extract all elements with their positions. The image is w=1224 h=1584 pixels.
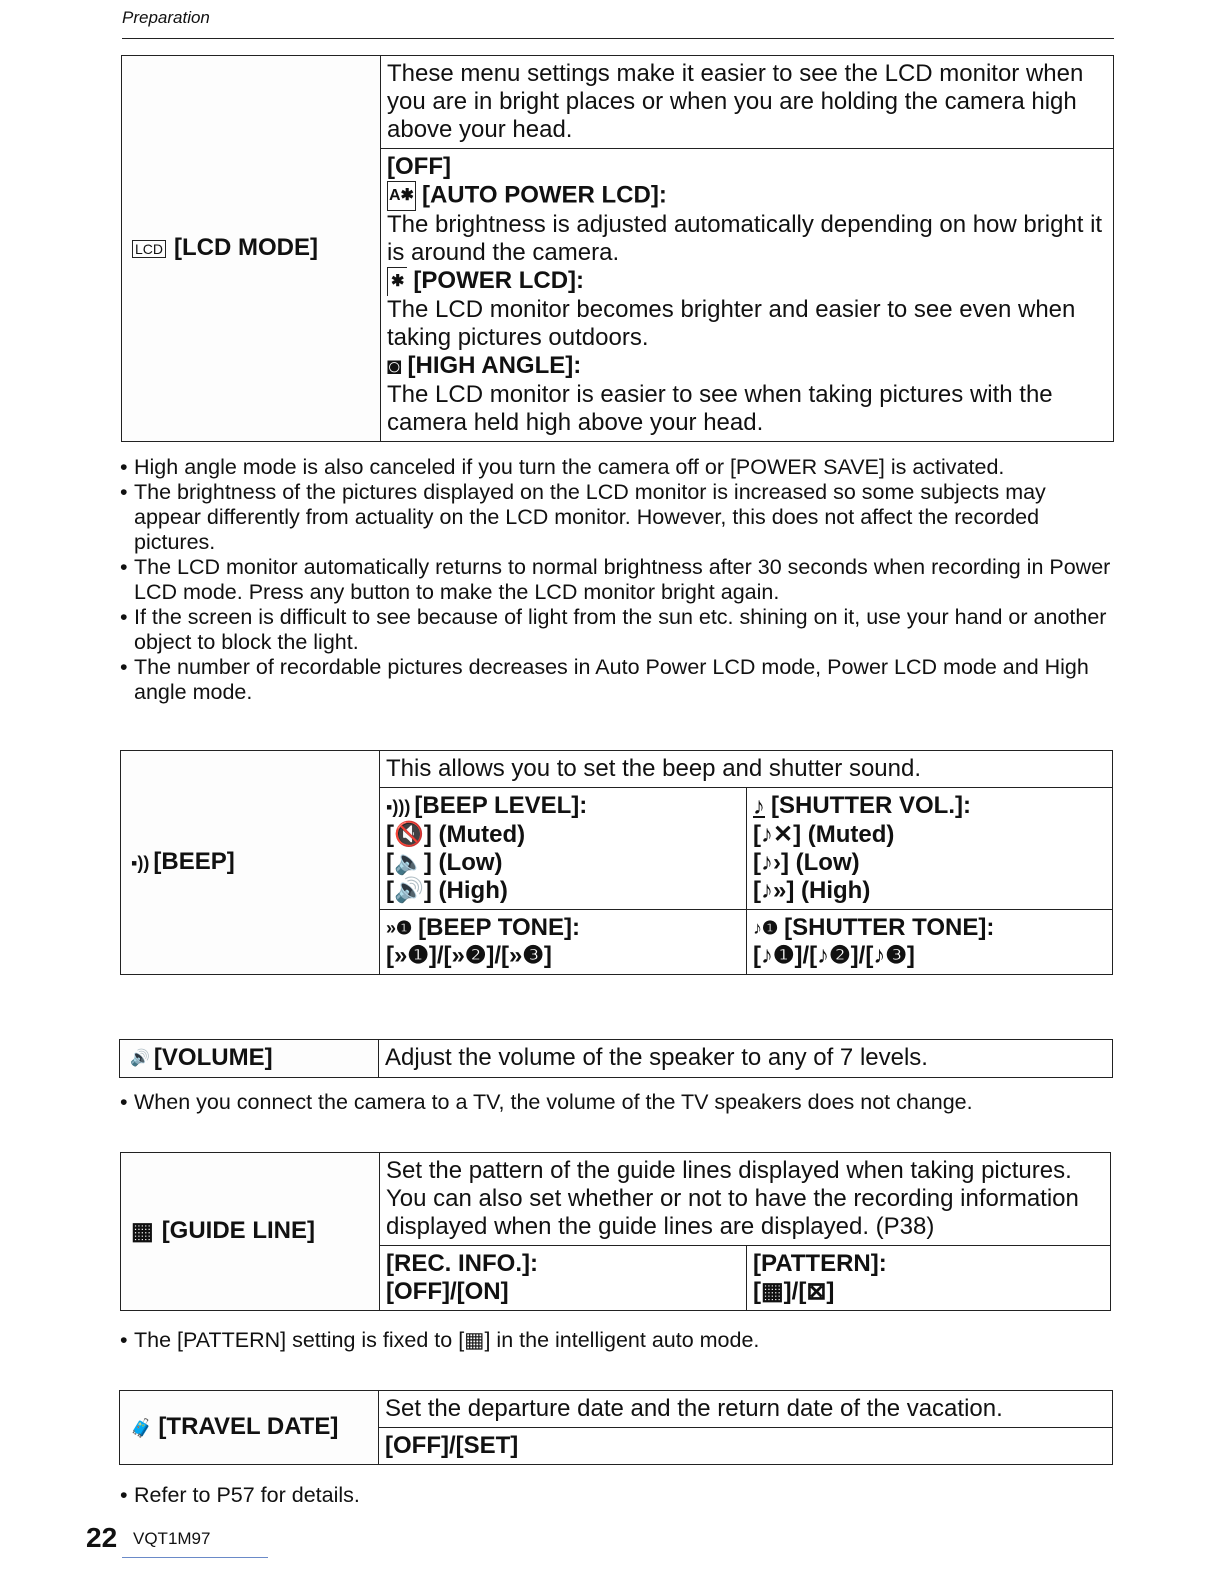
lcd-mode-label-cell <box>122 56 381 442</box>
pattern-values: [▦]/[⊠] <box>753 1278 835 1305</box>
beep-tone-icon: »❶ <box>386 918 413 939</box>
beep-icon: ▪)) <box>131 852 150 873</box>
power-lcd-icon: ✱ <box>387 267 407 296</box>
suitcase-icon: 🧳 <box>130 1417 153 1438</box>
grid-icon: ▦ <box>131 1217 154 1245</box>
lcd-notes <box>118 455 1113 705</box>
list-item: • The number of recordable pictures decreases in Auto Power LCD mode, Power LCD mode and High angle mode. <box>118 655 1113 705</box>
page-number: 22 <box>86 1522 118 1553</box>
beep-level-cell <box>380 788 747 910</box>
speaker-icon: 🔊 <box>130 1049 150 1067</box>
list-item: • The LCD monitor automatically returns to normal brightness after 30 seconds when recording in Power LCD mode. Press any button to make the LCD monitor bright again. <box>118 555 1113 605</box>
shutter-tone-title: [SHUTTER TONE]: <box>784 913 995 941</box>
shutter-tone-icon: ♪❶ <box>753 918 779 939</box>
list-item: • If the screen is difficult to see because of light from the sun etc. shining on it, use your hand or another object to block the light. <box>118 605 1113 655</box>
volume-label-cell <box>120 1040 379 1078</box>
list-item: • The [PATTERN] setting is fixed to [▦] in the intelligent auto mode. <box>118 1328 1113 1353</box>
pattern-title: [PATTERN]: <box>753 1250 887 1277</box>
auto-power-lcd-title: [AUTO POWER LCD]: <box>421 181 667 209</box>
shutter-low: [♪›] (Low) <box>753 848 860 876</box>
shutter-vol-icon: ♪ <box>753 792 765 820</box>
travel-date-label: [TRAVEL DATE] <box>158 1413 339 1441</box>
lcd-off-option: [OFF] <box>387 153 451 180</box>
shutter-muted: [♪✕] (Muted) <box>753 820 895 848</box>
pattern-cell <box>747 1246 1111 1311</box>
lcd-mode-intro: These menu settings make it easier to see the LCD monitor when you are in bright places or when you are holding the camera high above your head. <box>381 56 1114 149</box>
guide-line-label-cell <box>121 1153 380 1311</box>
beep-level-icon: ▪))) <box>386 796 411 817</box>
guide-notes <box>118 1328 1113 1353</box>
beep-tone-title: [BEEP TONE]: <box>418 913 580 941</box>
high-angle-desc: The LCD monitor is easier to see when taking pictures with the camera held high above your head. <box>387 380 1053 436</box>
travel-date-desc: Set the departure date and the return date of the vacation. <box>379 1391 1113 1428</box>
beep-tone-values: [»❶]/[»❷]/[»❸] <box>386 942 552 970</box>
section-header: Preparation <box>122 8 210 27</box>
travel-date-label-cell <box>120 1391 379 1465</box>
shutter-vol-cell <box>747 788 1113 910</box>
power-lcd-title: [POWER LCD]: <box>413 267 585 294</box>
auto-power-lcd-icon: A✱ <box>387 181 416 211</box>
travel-date-values: [OFF]/[SET] <box>379 1428 1113 1465</box>
volume-table <box>119 1039 1113 1078</box>
list-item: • When you connect the camera to a TV, the volume of the TV speakers does not change. <box>118 1090 1113 1115</box>
beep-label-cell <box>121 751 380 975</box>
travel-date-table <box>119 1390 1113 1465</box>
volume-notes <box>118 1090 1113 1115</box>
lcd-icon: LCD <box>132 240 166 258</box>
beep-muted: [🔇] (Muted) <box>386 820 526 848</box>
rec-info-cell <box>380 1246 747 1311</box>
shutter-tone-cell <box>747 909 1113 975</box>
header-divider <box>122 38 1114 39</box>
high-angle-icon: ◙ <box>387 352 402 380</box>
travel-notes <box>118 1483 1113 1508</box>
rec-info-title: [REC. INFO.]: <box>386 1250 538 1277</box>
high-angle-title: [HIGH ANGLE]: <box>407 352 582 380</box>
lcd-mode-options <box>381 149 1114 442</box>
list-item: • The brightness of the pictures displayed on the LCD monitor is increased so some subjects may appear differently from actuality on the LCD monitor. However, this does not affect the recorded pictures. <box>118 480 1113 555</box>
volume-desc: Adjust the volume of the speaker to any of 7 levels. <box>379 1040 1113 1078</box>
shutter-high: [♪»] (High) <box>753 876 871 904</box>
power-lcd-desc: The LCD monitor becomes brighter and easier to see even when taking pictures outdoors. <box>387 296 1076 352</box>
guide-line-label: [GUIDE LINE] <box>161 1217 316 1245</box>
guide-line-table <box>120 1152 1111 1311</box>
auto-power-lcd-desc: The brightness is adjusted automatically depending on how bright it is around the camera. <box>387 211 1103 266</box>
shutter-tone-values: [♪❶]/[♪❷]/[♪❸] <box>753 942 915 970</box>
beep-label: [BEEP] <box>153 848 235 876</box>
beep-table <box>120 750 1113 975</box>
beep-level-title: [BEEP LEVEL]: <box>414 792 588 819</box>
lcd-mode-label: [LCD MODE] <box>174 234 318 262</box>
shutter-vol-title: [SHUTTER VOL.]: <box>771 792 971 819</box>
list-item: • Refer to P57 for details. <box>118 1483 1113 1508</box>
beep-intro: This allows you to set the beep and shutter sound. <box>380 751 1113 788</box>
beep-low: [🔈] (Low) <box>386 848 503 876</box>
beep-tone-cell <box>380 909 747 975</box>
guide-line-desc: Set the pattern of the guide lines displayed when taking pictures. You can also set whether or not to have the recording information displayed when the guide lines are displayed. (P38) <box>380 1153 1111 1246</box>
lcd-mode-table <box>121 55 1114 442</box>
footer-divider <box>122 1557 268 1558</box>
rec-info-values: [OFF]/[ON] <box>386 1278 509 1305</box>
document-code: VQT1M97 <box>133 1529 211 1548</box>
list-item: • High angle mode is also canceled if you turn the camera off or [POWER SAVE] is activated. <box>118 455 1113 480</box>
beep-high: [🔊] (High) <box>386 876 508 904</box>
volume-label: [VOLUME] <box>153 1044 273 1071</box>
